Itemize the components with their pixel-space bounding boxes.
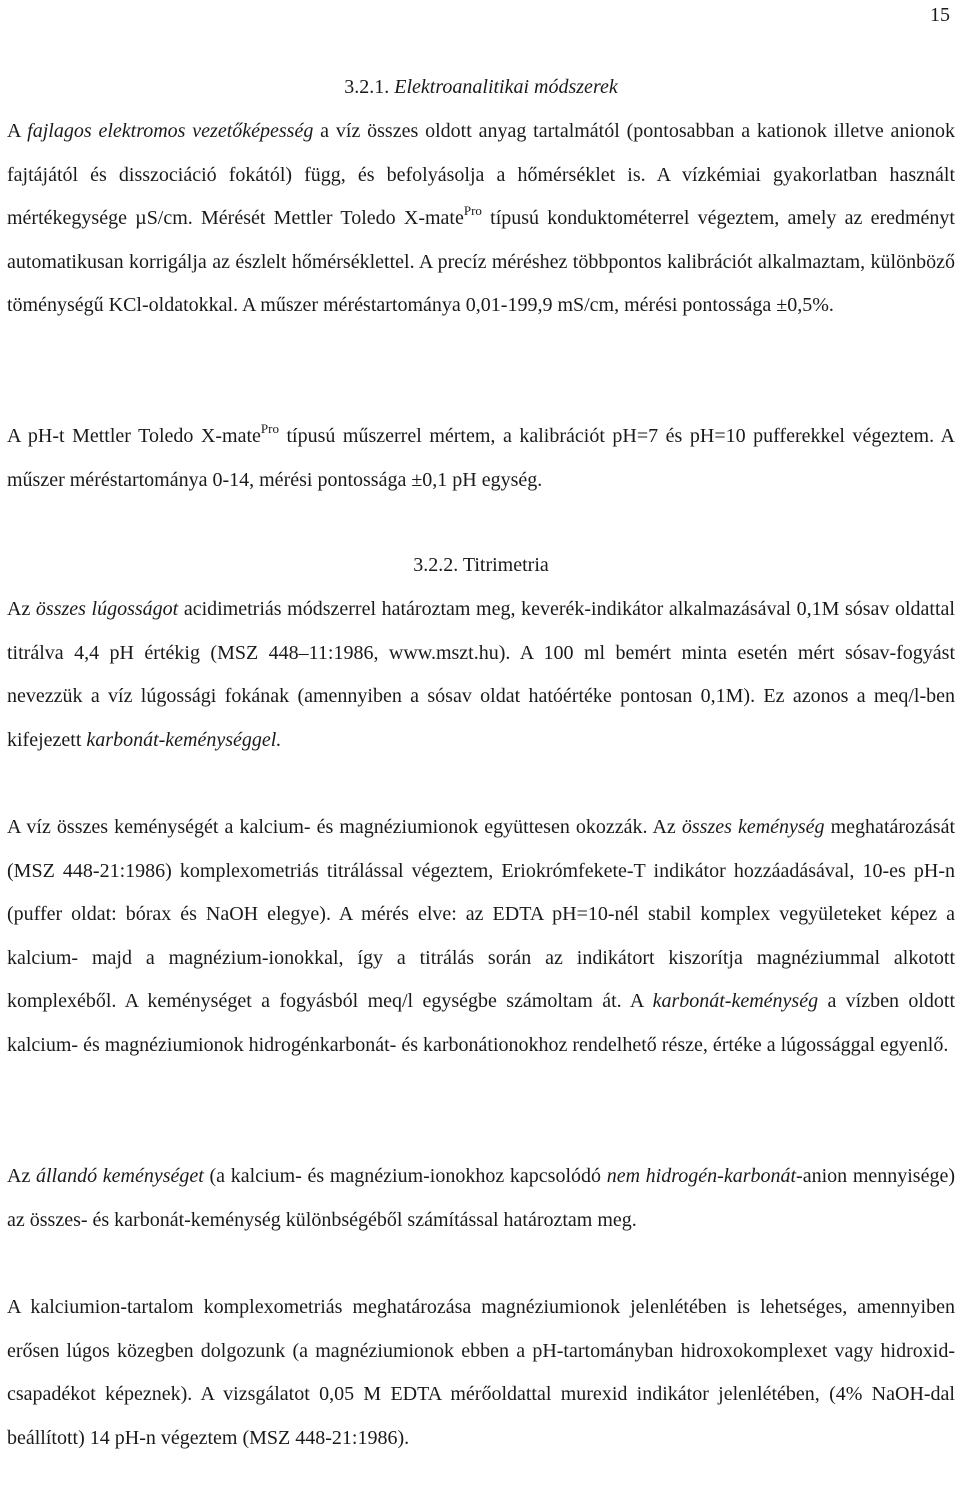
paragraph-total-alkalinity bbox=[7, 588, 955, 762]
section-heading-number: 3.2.1. bbox=[344, 76, 390, 98]
text-run: Az bbox=[7, 1165, 36, 1187]
italic-term: összes keménység bbox=[681, 816, 825, 838]
section-heading-titrimetry: 3.2.2. Titrimetria bbox=[413, 554, 549, 576]
superscript-text: Pro bbox=[463, 203, 482, 219]
superscript-text: Pro bbox=[260, 421, 279, 436]
text-run: A pH-t Mettler Toledo X-mate bbox=[7, 425, 261, 447]
text-run: típusú konduktométerrel végeztem, amely az eredményt automatikusan korrigálja az észlelt hőmérséklettel. A precíz méréshez többpontos kalibrációt alkalmaztam, különböző töménységű KCl-oldatokkal. A műszer méréstartománya 0,01-199,9 mS/cm, mérési pontossága ±0,5%. bbox=[7, 207, 955, 317]
text-run: A víz összes keménységét a kalcium- és magnéziumionok együttesen okozzák. Az bbox=[7, 816, 682, 838]
italic-term: fajlagos elektromos vezetőképesség bbox=[27, 120, 314, 142]
text-run: A bbox=[7, 120, 28, 142]
paragraph-permanent-hardness bbox=[7, 1155, 955, 1242]
italic-term: összes lúgosságot bbox=[35, 598, 179, 620]
text-run: A kalciumion-tartalom komplexometriás meghatározása magnéziumionok jelenlétében is lehetséges, amennyiben erősen lúgos közegben dolgozunk (a magnéziumionok ebben a pH-tartományban hidroxokomplexet vagy hidroxid-csapadékot képeznek). A vizsgálatot 0,05 M EDTA mérőoldattal murexid indikátor jelenlétében, (4% NaOH-dal beállított) 14 pH-n végeztem (MSZ 448-21:1986). bbox=[7, 1296, 955, 1449]
section-heading-electroanalytical bbox=[7, 66, 955, 110]
paragraph-calcium-ion bbox=[7, 1286, 955, 1460]
text-run: meghatározását (MSZ 448-21:1986) komplexometriás titrálással végeztem, Eriokrómfekete-T indikátor hozzáadásával, 10-es pH-n (puffer oldat: bórax és NaOH elegye). A mérés elve: az EDTA pH=10-nél stabil komplex vegyületeket képez a kalcium- majd a magnézium-ionokkal, így a titrálás során az indikátort kiszorítja magnéziummal alkotott komplexéből. A keménységet a fogyásból meq/l egységbe számoltam át. A bbox=[7, 816, 956, 1013]
paragraph-total-hardness bbox=[7, 806, 955, 1068]
italic-term: állandó keménységet bbox=[36, 1165, 204, 1187]
page-number: 15 bbox=[930, 4, 950, 26]
paragraph-conductivity bbox=[7, 110, 955, 328]
text-run: Az bbox=[7, 598, 36, 620]
section-heading-title: Elektroanalitikai módszerek bbox=[394, 76, 618, 98]
italic-term: karbonát-keménységgel. bbox=[86, 728, 282, 751]
italic-term: karbonát-keménység bbox=[652, 990, 819, 1013]
text-run: acidimetriás módszerrel határoztam meg, keverék-indikátor alkalmazásával 0,1M sósav oldattal titrálva 4,4 pH értékig (MSZ 448–11:1986, www.mszt.hu). A 100 ml bemért minta esetén mért sósav-fogyást nevezzük a víz lúgossági fokának (amennyiben a sósav oldat hatóértéke pontosan 0,1M). Ez azonos a meq/l-ben kifejezett bbox=[7, 598, 955, 751]
text-run: -anion mennyisége) az összes- és karbonát-keménység különbségéből számítással határoztam meg. bbox=[7, 1165, 956, 1231]
text-run: a víz összes oldott anyag tartalmától (pontosabban a kationok illetve anionok fajtájától és disszociáció fokától) függ, és befolyásolja a hőmérséklet is. A vízkémiai gyakorlatban használt mértékegysége µS/cm. Mérését Mettler Toledo X-mate bbox=[7, 120, 955, 230]
text-run: a vízben oldott kalcium- és magnéziumionok hidrogénkarbonát- és karbonátionokhoz rendelhető része, értéke a lúgossággal egyenlő. bbox=[7, 990, 956, 1056]
text-run: típusú műszerrel mértem, a kalibrációt pH=7 és pH=10 pufferekkel végeztem. A műszer méréstartománya 0-14, mérési pontossága ±0,1 pH egység. bbox=[7, 425, 955, 491]
paragraph-ph-measurement bbox=[7, 415, 955, 502]
text-run: (a kalcium- és magnézium-ionokhoz kapcsolódó bbox=[203, 1165, 607, 1187]
italic-term: nem hidrogén-karbonát bbox=[606, 1165, 797, 1187]
